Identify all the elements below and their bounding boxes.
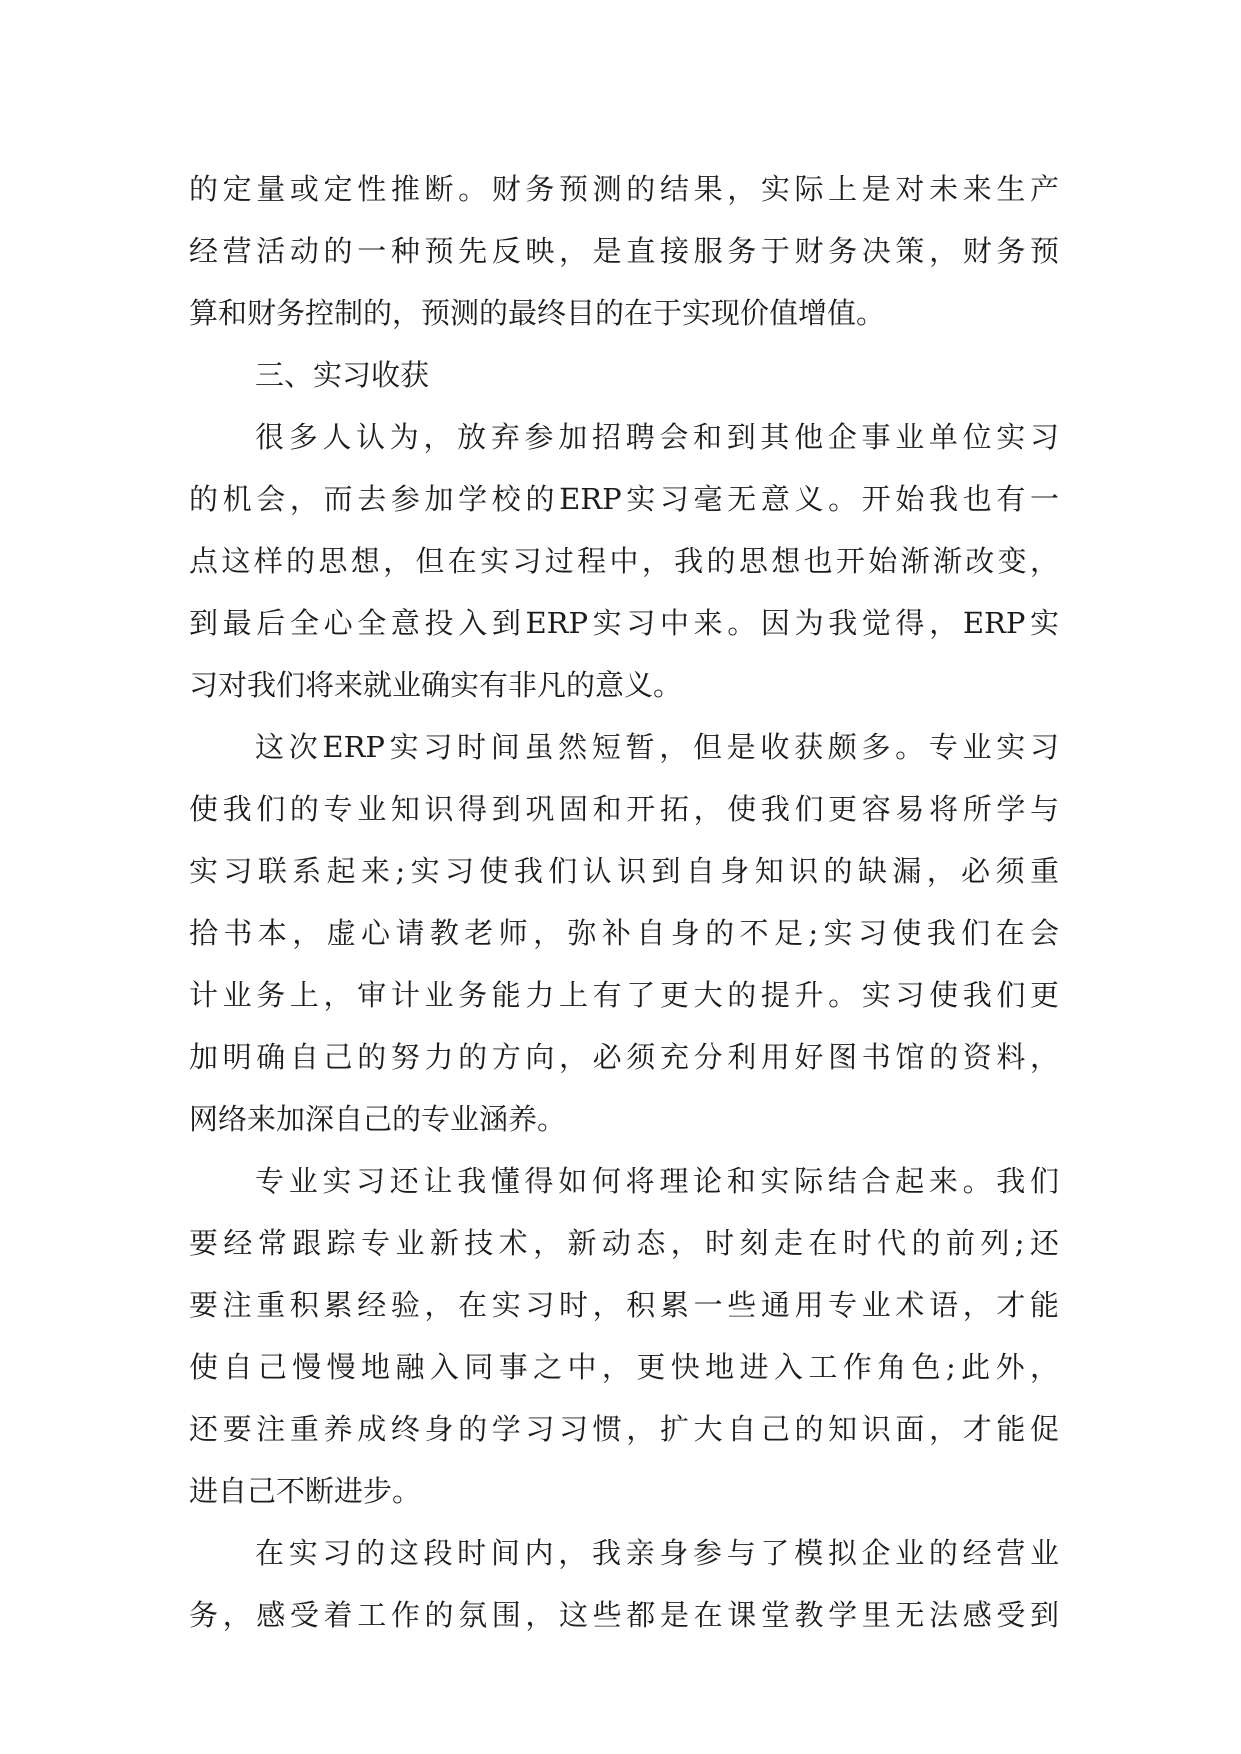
text-line: 使自己慢慢地融入同事之中，更快地进入工作角色;此外， [189, 1350, 1059, 1384]
text-line: 到最后全心全意投入到ERP实习中来。因为我觉得，ERP实 [189, 606, 1059, 640]
text-line: 在实习的这段时间内，我亲身参与了模拟企业的经营业 [255, 1536, 1059, 1570]
document-body [189, 158, 1059, 1646]
text-line: 计业务上，审计业务能力上有了更大的提升。实习使我们更 [189, 978, 1059, 1012]
text-line: 实习联系起来;实习使我们认识到自身知识的缺漏，必须重 [189, 854, 1059, 888]
text-line: 还要注重养成终身的学习习惯，扩大自己的知识面，才能促 [189, 1412, 1059, 1446]
text-line: 点这样的思想，但在实习过程中，我的思想也开始渐渐改变， [189, 544, 1059, 578]
text-line: 进自己不断进步。 [189, 1474, 422, 1508]
text-line: 算和财务控制的，预测的最终目的在于实现价值增值。 [189, 296, 886, 330]
text-line: 要经常跟踪专业新技术，新动态，时刻走在时代的前列;还 [189, 1226, 1059, 1260]
text-line: 习对我们将来就业确实有非凡的意义。 [189, 668, 683, 702]
text-line: 的定量或定性推断。财务预测的结果，实际上是对未来生产 [189, 172, 1059, 206]
text-line: 这次ERP实习时间虽然短暂，但是收获颇多。专业实习 [255, 730, 1059, 764]
text-line: 使我们的专业知识得到巩固和开拓，使我们更容易将所学与 [189, 792, 1059, 826]
text-line: 专业实习还让我懂得如何将理论和实际结合起来。我们 [255, 1164, 1059, 1198]
text-line: 经营活动的一种预先反映，是直接服务于财务决策，财务预 [189, 234, 1059, 268]
text-line: 拾书本，虚心请教老师，弥补自身的不足;实习使我们在会 [189, 916, 1059, 950]
text-line: 要注重积累经验，在实习时，积累一些通用专业术语，才能 [189, 1288, 1059, 1322]
text-line: 网络来加深自己的专业涵养。 [189, 1102, 567, 1136]
text-line: 很多人认为，放弃参加招聘会和到其他企事业单位实习 [255, 420, 1059, 454]
text-line: 的机会，而去参加学校的ERP实习毫无意义。开始我也有一 [189, 482, 1059, 516]
text-line: 加明确自己的努力的方向，必须充分利用好图书馆的资料， [189, 1040, 1059, 1074]
section-heading: 三、实习收获 [255, 358, 430, 392]
text-line: 务，感受着工作的氛围，这些都是在课堂教学里无法感受到 [189, 1598, 1059, 1632]
